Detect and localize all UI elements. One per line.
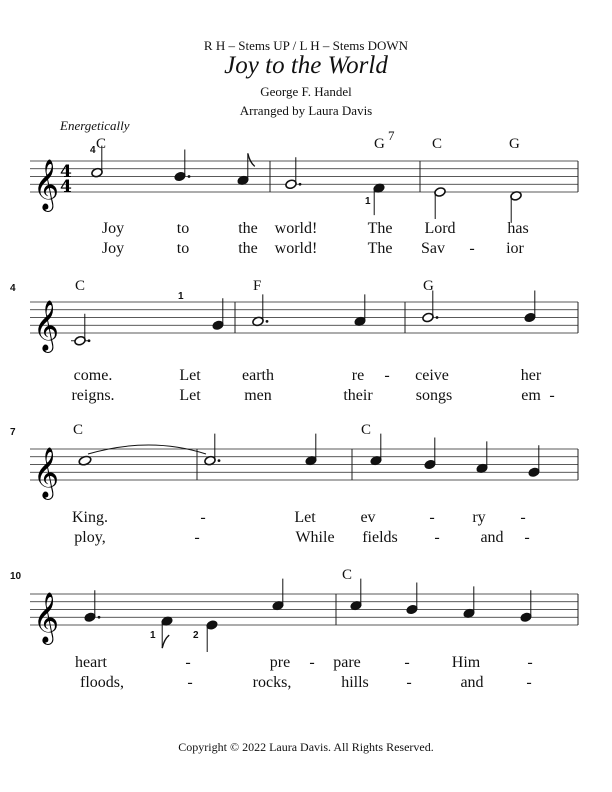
augmentation-dot bbox=[218, 459, 221, 462]
lyric-syllable: her bbox=[520, 367, 542, 384]
lyric-syllable: - bbox=[309, 654, 315, 671]
lyric-syllable: men bbox=[244, 387, 272, 404]
arranger: Arranged by Laura Davis bbox=[239, 103, 373, 118]
lyric-syllable: - bbox=[429, 509, 435, 526]
fingering: 2 bbox=[193, 630, 199, 641]
lyric-syllable: ev bbox=[360, 509, 376, 526]
chord-extension: 7 bbox=[388, 128, 395, 143]
lyric-syllable: - bbox=[527, 654, 533, 671]
lyric-syllable: Him bbox=[451, 654, 481, 671]
lyric-syllable: - bbox=[185, 654, 191, 671]
treble-clef-icon: 𝄞 bbox=[33, 592, 60, 643]
tie bbox=[88, 445, 206, 454]
lyric-syllable: has bbox=[507, 220, 529, 237]
lyric-syllable: - bbox=[187, 674, 193, 691]
chord-symbol: G bbox=[423, 278, 434, 294]
lyric-syllable: - bbox=[194, 529, 200, 546]
lyric-syllable: - bbox=[434, 529, 440, 546]
lyric-syllable: ploy, bbox=[74, 529, 106, 546]
treble-clef-icon: 𝄞 bbox=[33, 447, 60, 498]
lyric-syllable: Sav bbox=[421, 240, 445, 257]
fingering: 4 bbox=[90, 145, 96, 156]
lyric-syllable: earth bbox=[242, 367, 274, 384]
augmentation-dot bbox=[188, 175, 191, 178]
tempo-marking: Energetically bbox=[60, 118, 130, 133]
lyric-syllable: - bbox=[406, 674, 412, 691]
lyric-syllable: world! bbox=[274, 240, 318, 257]
lyric-syllable: pare bbox=[333, 654, 361, 671]
lyric-syllable: Let bbox=[294, 509, 316, 526]
chord-symbol: F bbox=[253, 278, 262, 294]
lyric-syllable: ior bbox=[506, 240, 524, 257]
treble-clef-icon: 𝄞 bbox=[33, 300, 60, 351]
lyric-syllable: to bbox=[176, 240, 190, 257]
augmentation-dot bbox=[299, 183, 302, 186]
lyric-syllable: Let bbox=[179, 367, 201, 384]
lyric-syllable: - bbox=[524, 529, 530, 546]
lyric-syllable: - bbox=[520, 509, 526, 526]
fingering: 1 bbox=[150, 630, 156, 641]
lyric-syllable: to bbox=[176, 220, 190, 237]
measure-number: 4 bbox=[10, 283, 16, 294]
composer: George F. Handel bbox=[260, 84, 352, 99]
lyric-syllable: - bbox=[526, 674, 532, 691]
lyric-syllable: the bbox=[238, 240, 258, 257]
time-signature-top: 4 bbox=[60, 162, 72, 182]
lyric-syllable: em bbox=[521, 387, 541, 404]
lyric-syllable: - bbox=[469, 240, 475, 257]
chord-symbol: C bbox=[73, 422, 84, 438]
lyric-syllable: and bbox=[480, 529, 504, 546]
lyric-syllable: Let bbox=[179, 387, 201, 404]
lyric-syllable: ry bbox=[472, 509, 486, 526]
lyric-syllable: re bbox=[351, 367, 365, 384]
chord-symbol: C bbox=[432, 136, 443, 152]
lyric-syllable: fields bbox=[362, 529, 398, 546]
augmentation-dot bbox=[88, 339, 91, 342]
lyric-syllable: - bbox=[384, 367, 390, 384]
lyric-syllable: King. bbox=[72, 509, 108, 526]
augmentation-dot bbox=[436, 316, 439, 319]
lyric-syllable: Lord bbox=[424, 220, 456, 237]
lyric-syllable: reigns. bbox=[71, 387, 115, 404]
chord-symbol: C bbox=[342, 567, 353, 583]
lyric-syllable: the bbox=[238, 220, 258, 237]
chord-symbol: G bbox=[509, 136, 520, 152]
fingering: 1 bbox=[178, 291, 184, 302]
fingering: 1 bbox=[365, 196, 371, 207]
chord-symbol: G bbox=[374, 136, 385, 152]
note-flag bbox=[248, 153, 255, 166]
augmentation-dot bbox=[98, 616, 101, 619]
lyric-syllable: The bbox=[367, 220, 393, 237]
lyric-syllable: and bbox=[460, 674, 484, 691]
lyric-syllable: Joy bbox=[101, 220, 125, 237]
lyric-syllable: - bbox=[404, 654, 410, 671]
lyric-syllable: songs bbox=[415, 387, 453, 404]
chord-symbol: C bbox=[96, 136, 107, 152]
lyric-syllable: come. bbox=[73, 367, 113, 384]
time-signature-bottom: 4 bbox=[60, 177, 72, 197]
lyric-syllable: rocks, bbox=[252, 674, 292, 691]
measure-number: 7 bbox=[10, 427, 16, 438]
lyric-syllable: world! bbox=[274, 220, 318, 237]
augmentation-dot bbox=[266, 320, 269, 323]
lyric-syllable: The bbox=[367, 240, 393, 257]
treble-clef-icon: 𝄞 bbox=[33, 159, 60, 210]
chord-symbol: C bbox=[75, 278, 86, 294]
lyric-syllable: While bbox=[295, 529, 335, 546]
lyric-syllable: Joy bbox=[101, 240, 125, 257]
lyric-syllable: ceive bbox=[415, 367, 449, 384]
lyric-syllable: pre bbox=[269, 654, 291, 671]
note-flag bbox=[162, 635, 169, 648]
copyright: Copyright © 2022 Laura Davis. All Rights Reserved. bbox=[178, 740, 434, 754]
lyric-syllable: floods, bbox=[80, 674, 124, 691]
measure-number: 10 bbox=[10, 571, 22, 582]
lyric-syllable: their bbox=[343, 387, 373, 404]
chord-symbol: C bbox=[361, 422, 372, 438]
page-title: Joy to the World bbox=[224, 52, 388, 79]
lyric-syllable: hills bbox=[341, 674, 369, 691]
hands-note: R H – Stems UP / L H – Stems DOWN bbox=[203, 38, 409, 53]
lyric-syllable: - bbox=[549, 387, 555, 404]
lyric-syllable: - bbox=[200, 509, 206, 526]
lyric-syllable: heart bbox=[75, 654, 107, 671]
